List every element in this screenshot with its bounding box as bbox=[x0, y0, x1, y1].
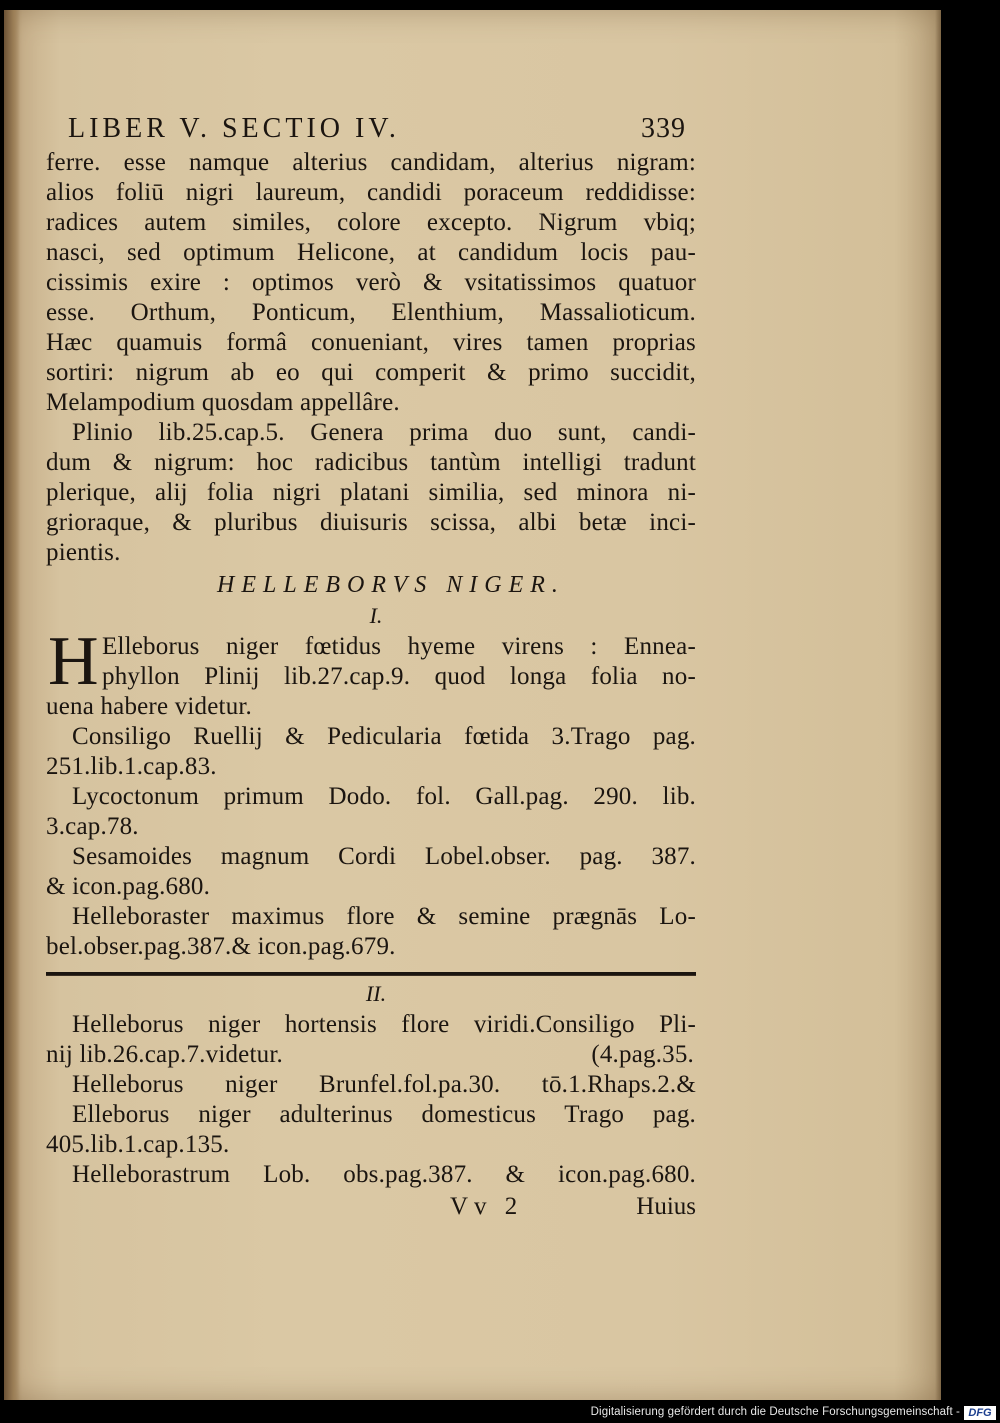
text-line: pientis. bbox=[46, 539, 121, 566]
text-line: Elleborus niger fœtidus hyeme virens : Ennea- bbox=[102, 633, 696, 660]
text-line bbox=[46, 1040, 696, 1070]
synonym-line: Consiligo Ruellij & Pedicularia fœtida 3.Trago pag. bbox=[72, 723, 696, 750]
synonym-line: Sesamoides magnum Cordi Lobel.obser. pag. 387. bbox=[72, 843, 696, 870]
page-text-block bbox=[46, 102, 696, 1224]
entry-numeral: II. bbox=[365, 981, 387, 1006]
page-footer bbox=[46, 1190, 696, 1224]
text-line: uena habere videtur. bbox=[46, 693, 252, 720]
section-divider bbox=[46, 962, 696, 980]
entry-1 bbox=[46, 623, 696, 962]
text-line: Helleborus niger Brunfel.fol.pa.30. tō.1.Rhaps.2.& bbox=[72, 1071, 696, 1098]
page-binding-shadow bbox=[4, 10, 20, 1400]
text-line: esse. Orthum, Ponticum, Elenthium, Massalioticum. bbox=[46, 299, 696, 326]
page-edge-shadow bbox=[935, 10, 941, 1400]
paragraph-1 bbox=[46, 148, 696, 418]
entry-2 bbox=[46, 1010, 696, 1190]
running-head bbox=[46, 102, 696, 148]
text-line: dum & nigrum: hoc radicibus tantùm intelligi tradunt bbox=[46, 449, 696, 476]
page-number: 339 bbox=[641, 113, 686, 144]
signature-mark: Vv 2 bbox=[450, 1193, 524, 1220]
catchword: Huius bbox=[636, 1193, 696, 1220]
text-line: Plinio lib.25.cap.5. Genera prima duo sunt, candi- bbox=[72, 419, 696, 446]
synonym-line: 3.cap.78. bbox=[46, 813, 139, 840]
text-line: Hæc quamuis formâ conueniant, vires tamen proprias bbox=[46, 329, 696, 356]
text-fragment: nij lib.26.cap.7.videtur. bbox=[46, 1041, 283, 1068]
text-line: Elleborus niger adulterinus domesticus Trago pag. bbox=[72, 1101, 696, 1128]
running-head-title: LIBER V. SECTIO IV. bbox=[68, 113, 400, 144]
text-line: grioraque, & pluribus diuisuris scissa, albi betæ inci- bbox=[46, 509, 696, 536]
synonym-line: bel.obser.pag.387.& icon.pag.679. bbox=[46, 933, 396, 960]
dfg-logo-icon: DFG bbox=[964, 1406, 996, 1420]
divider-rule bbox=[46, 972, 696, 976]
text-fragment-right: (4.pag.35. bbox=[591, 1041, 694, 1068]
text-line: cissimis exire : optimos verò & vsitatissimos quatuor bbox=[46, 269, 696, 296]
entry-numeral: I. bbox=[369, 603, 383, 628]
paragraph-2 bbox=[46, 418, 696, 568]
text-line: sortiri: nigrum ab eo qui comperit & primo succidit, bbox=[46, 359, 696, 386]
synonym-line: Helleboraster maximus flore & semine prægnās Lo- bbox=[72, 903, 696, 930]
dfg-banner-text: Digitalisierung gefördert durch die Deutsche Forschungsgemeinschaft - bbox=[590, 1406, 960, 1418]
drop-cap-initial: H bbox=[48, 623, 99, 700]
synonym-line: Lycoctonum primum Dodo. fol. Gall.pag. 290. lib. bbox=[72, 783, 696, 810]
text-line: phyllon Plinij lib.27.cap.9. quod longa folia no- bbox=[102, 663, 696, 690]
text-line: Melampodium quosdam appellâre. bbox=[46, 389, 400, 416]
synonym-line: & icon.pag.680. bbox=[46, 873, 211, 900]
dfg-banner bbox=[0, 1404, 1000, 1423]
text-line: 405.lib.1.cap.135. bbox=[46, 1131, 230, 1158]
section-heading: HELLEBORVS NIGER. bbox=[217, 572, 565, 598]
text-line: Helleborus niger hortensis flore viridi.Consiligo Pli- bbox=[72, 1011, 696, 1038]
text-line: alios foliū nigri laureum, candidi poraceum reddidisse: bbox=[46, 179, 696, 206]
text-line: nasci, sed optimum Helicone, at candidum locis pau- bbox=[46, 239, 696, 266]
text-line: Helleborastrum Lob. obs.pag.387. & icon.pag.680. bbox=[72, 1161, 696, 1188]
text-line: ferre. esse namque alterius candidam, alterius nigram: bbox=[46, 149, 696, 176]
synonym-line: 251.lib.1.cap.83. bbox=[46, 753, 217, 780]
text-line: radices autem similes, colore excepto. Nigrum vbiq; bbox=[46, 209, 696, 236]
text-line: plerique, alij folia nigri platani similia, sed minora ni- bbox=[46, 479, 696, 506]
